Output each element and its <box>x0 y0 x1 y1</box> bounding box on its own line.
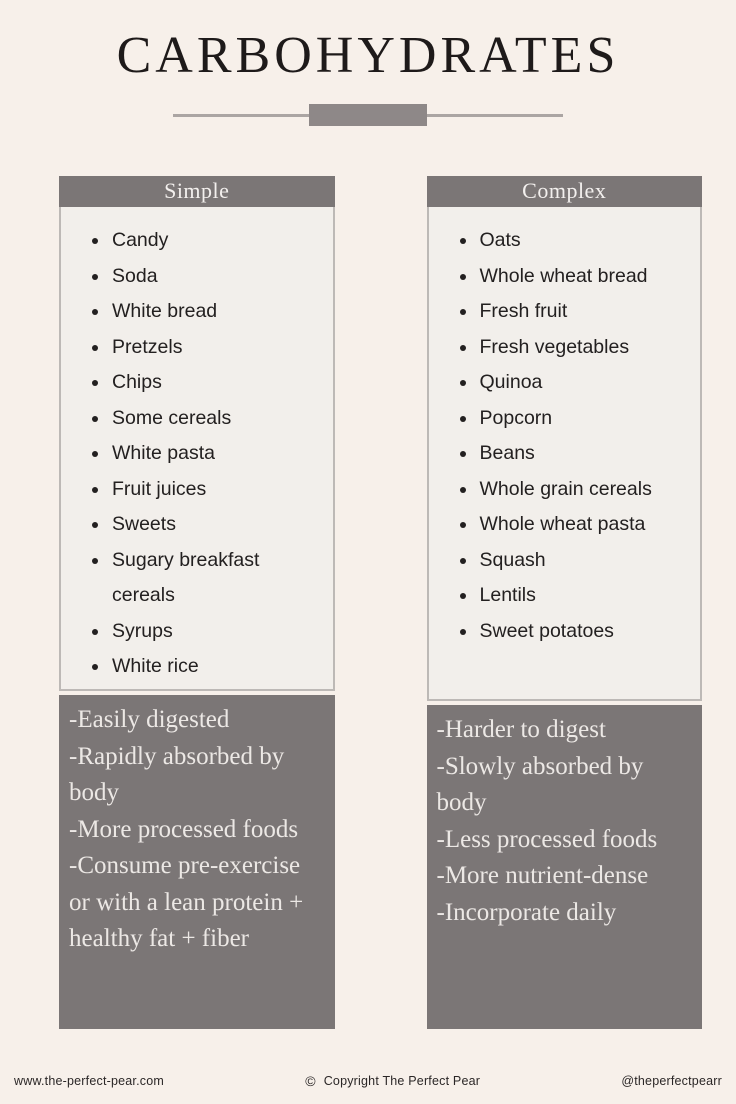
list-item: • Fresh fruit <box>478 294 695 330</box>
list-item: • White rice <box>110 649 327 685</box>
list-item: • Oats <box>478 223 695 259</box>
note-line: -Rapidly absorbed by body <box>69 742 285 806</box>
list-item: • Quinoa <box>478 365 695 401</box>
list-item: • Syrups <box>110 614 327 650</box>
note-line: -Consume pre-exercise or with a lean protein + healthy fat + fiber <box>69 852 304 952</box>
column-header-simple: Simple <box>59 176 335 207</box>
list-item: • Chips <box>110 365 327 401</box>
list-item: • Fresh vegetables <box>478 330 695 366</box>
list-item: • Popcorn <box>478 401 695 437</box>
list-item: • Lentils <box>478 578 695 614</box>
simple-foods-panel <box>59 207 335 691</box>
list-item: • White pasta <box>110 436 327 472</box>
divider-rectangle <box>309 104 427 126</box>
title-divider <box>173 104 563 126</box>
header <box>0 0 736 126</box>
note-line: -Incorporate daily <box>436 898 617 926</box>
comparison-columns <box>0 176 736 1029</box>
column-simple <box>59 176 335 1029</box>
complex-notes-panel <box>427 705 703 1029</box>
list-item: • Whole grain cereals <box>478 472 695 508</box>
page-title: CARBOHYDRATES <box>116 27 620 84</box>
list-item: • Sugary breakfast cereals <box>110 543 327 614</box>
complex-foods-panel <box>427 207 703 701</box>
note-line: -Less processed foods <box>436 825 658 853</box>
list-item: • Fruit juices <box>110 472 327 508</box>
list-item: • Soda <box>110 259 327 295</box>
list-item: • Sweet potatoes <box>478 614 695 650</box>
list-item: • Squash <box>478 543 695 579</box>
column-complex <box>427 176 703 1029</box>
note-line: -More nutrient-dense <box>436 862 649 889</box>
list-item: • Candy <box>110 223 327 259</box>
simple-notes-panel <box>59 695 335 1029</box>
footer-website: www.the-perfect-pear.com <box>14 1074 164 1088</box>
footer-copyright-text: Copyright The Perfect Pear <box>323 1074 481 1088</box>
footer <box>0 1074 736 1088</box>
simple-foods-list <box>91 223 327 685</box>
note-line: -Slowly absorbed by body <box>436 752 644 816</box>
list-item: • Beans <box>478 436 695 472</box>
list-item: • Whole wheat bread <box>478 259 695 295</box>
column-header-complex: Complex <box>427 176 703 207</box>
list-item: • Some cereals <box>110 401 327 437</box>
note-line: -More processed foods <box>69 815 299 843</box>
list-item: • White bread <box>110 294 327 330</box>
complex-foods-list <box>459 223 695 649</box>
list-item: • Whole wheat pasta <box>478 507 695 543</box>
note-line: -Harder to digest <box>436 716 606 743</box>
footer-copyright <box>305 1074 480 1088</box>
copyright-icon: © <box>305 1073 316 1089</box>
list-item: • Sweets <box>110 507 327 543</box>
list-item: • Pretzels <box>110 330 327 366</box>
footer-social-handle: @theperfectpearr <box>621 1074 722 1088</box>
note-line: -Easily digested <box>69 706 230 733</box>
